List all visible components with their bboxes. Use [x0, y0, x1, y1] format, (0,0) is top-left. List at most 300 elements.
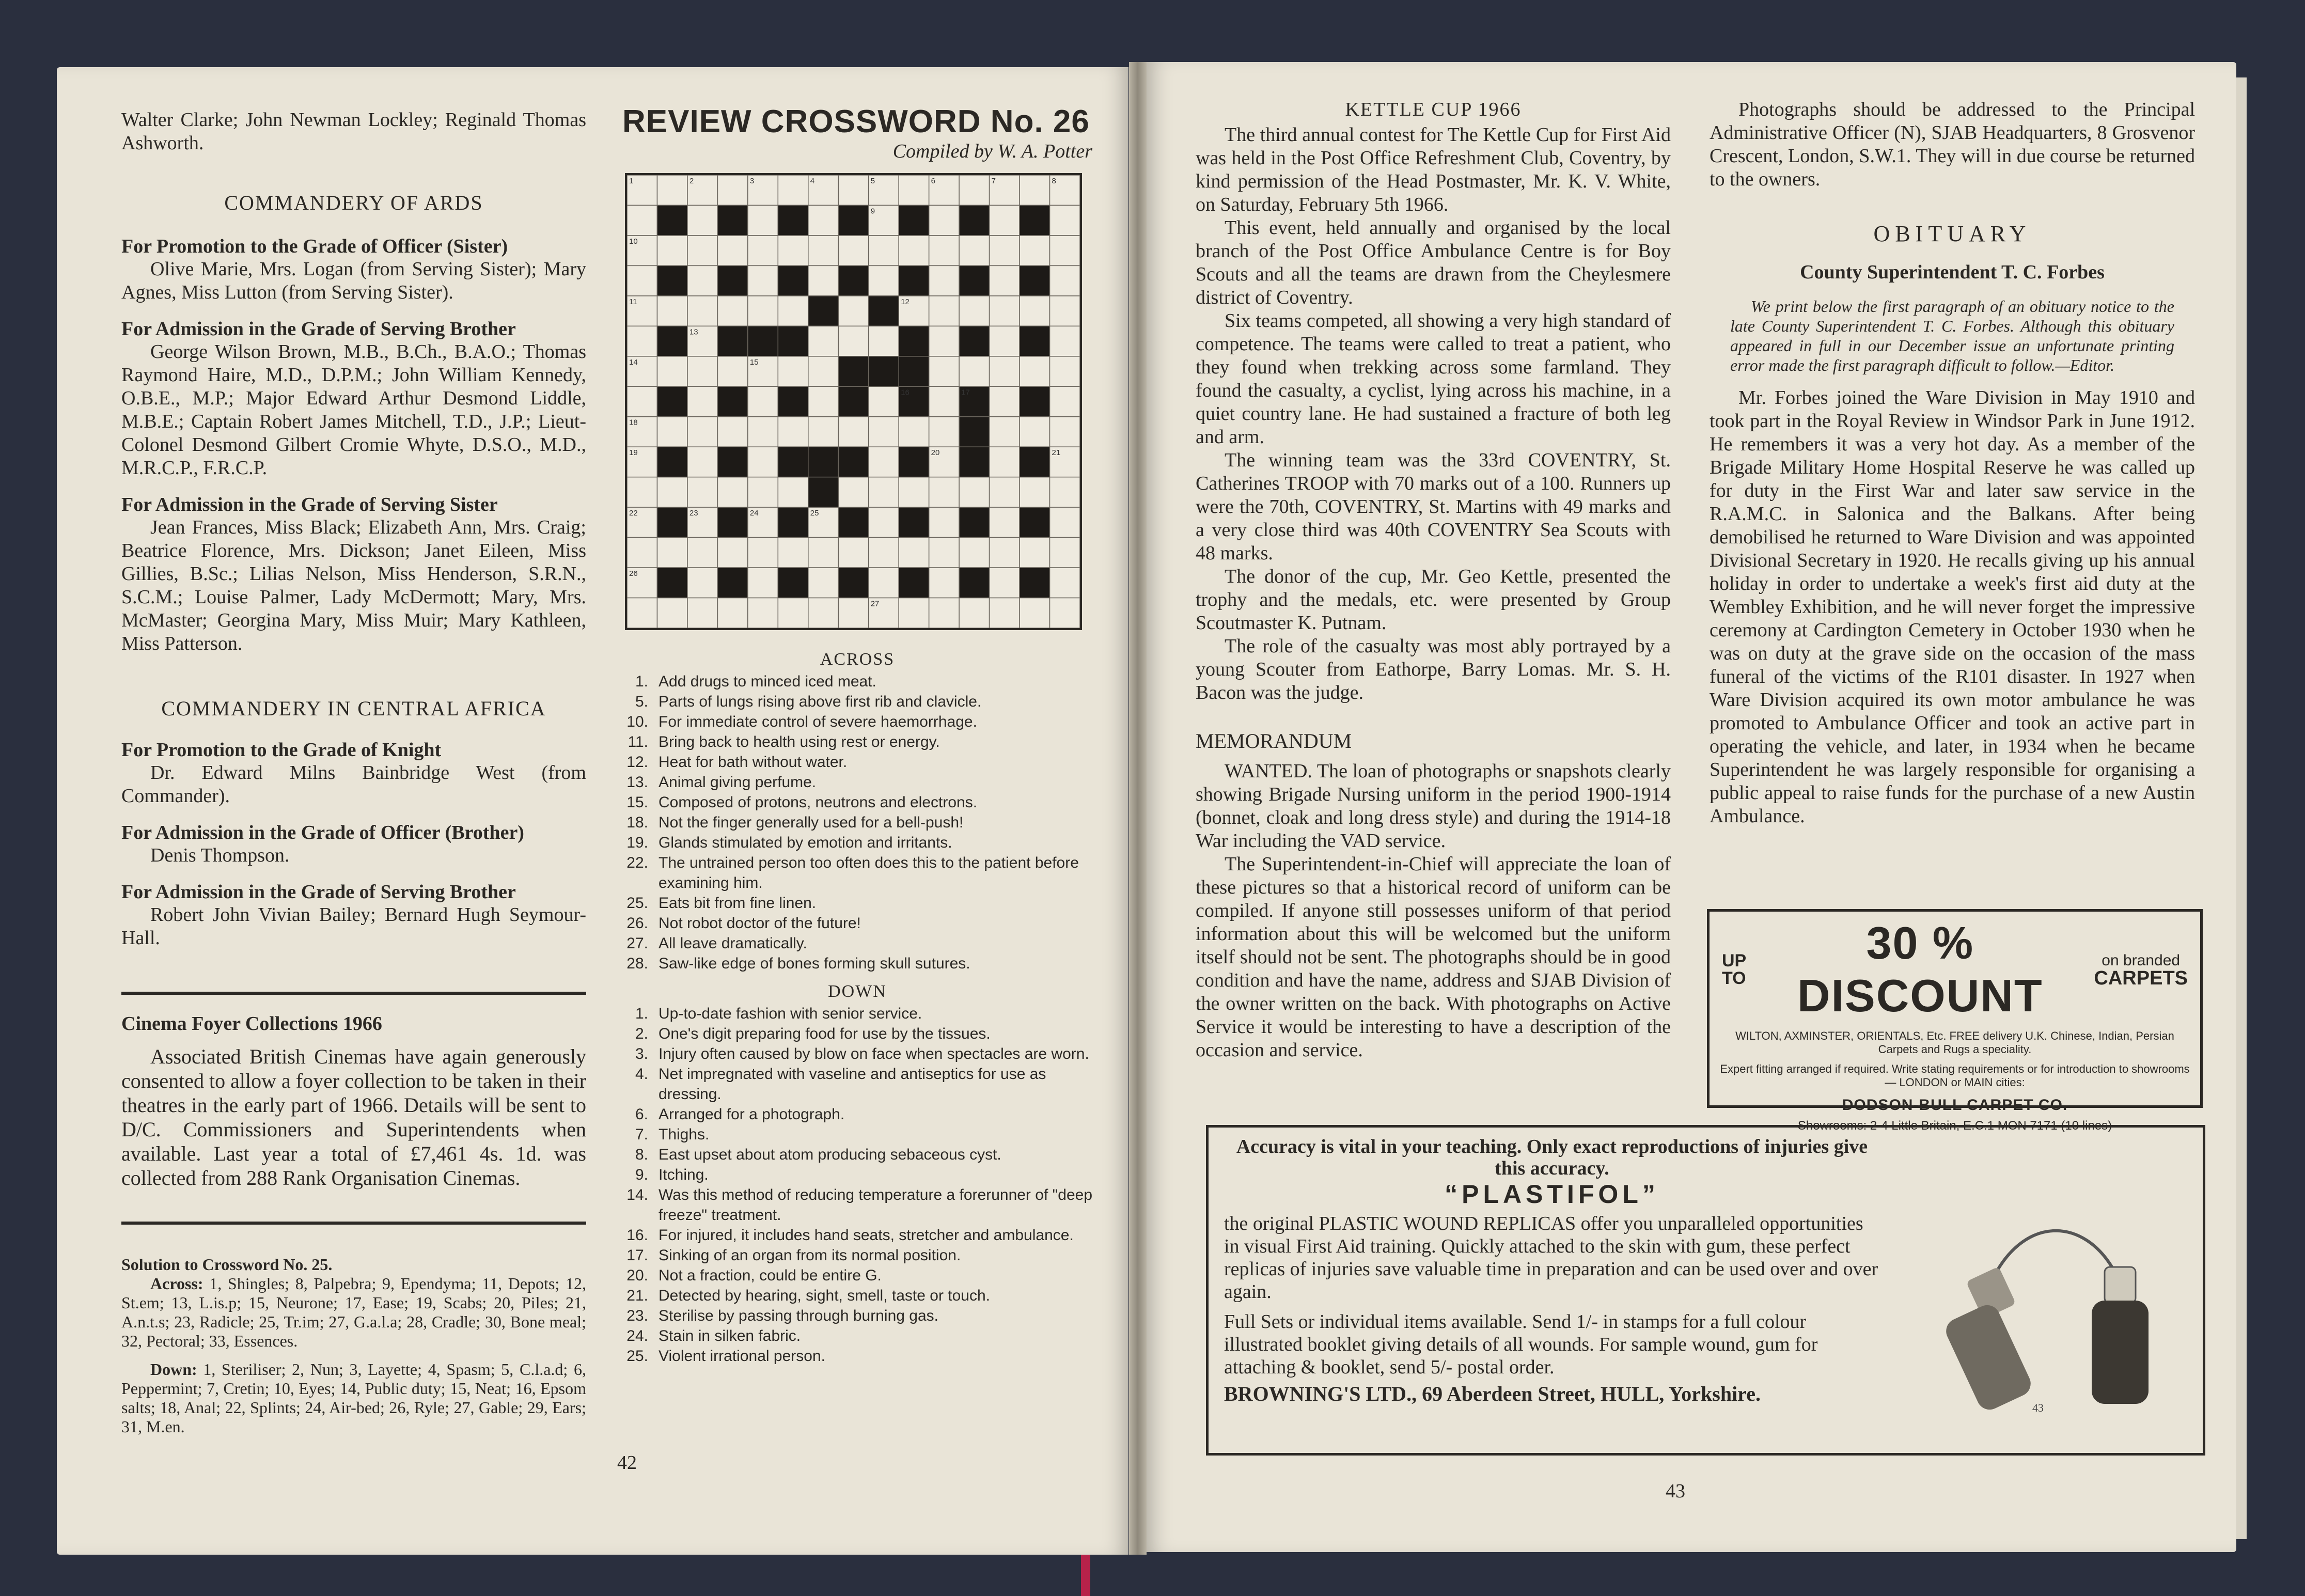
across-clue: [622, 853, 1092, 893]
grid-block: [899, 356, 929, 386]
grid-cell: [1050, 265, 1080, 295]
grid-number: 16: [901, 388, 910, 397]
across-clue: [622, 792, 1092, 812]
crossword-title: REVIEW CROSSWORD No. 26: [622, 104, 1090, 139]
grid-block: [657, 507, 687, 537]
crossword-solution: [121, 1255, 586, 1436]
clue-text: Animal giving perfume.: [658, 774, 817, 791]
grid-cell: [748, 538, 778, 568]
grid-cell: [717, 296, 747, 326]
book-spine: [1129, 62, 1147, 1555]
grid-cell: [869, 265, 899, 295]
grid-cell: [627, 265, 657, 295]
grid-block: [808, 477, 838, 507]
grid-cell: [657, 175, 687, 205]
image-caption: 43: [2032, 1401, 2044, 1414]
grid-cell: [838, 477, 868, 507]
grid-block: [899, 447, 929, 477]
grid-block: [808, 447, 838, 477]
grid-number: 12: [901, 297, 910, 306]
plastifol-ad: [1206, 1125, 2205, 1456]
grid-cell: [808, 538, 838, 568]
clue-text: Thighs.: [658, 1126, 710, 1143]
grid-cell: [627, 477, 657, 507]
grid-block: [717, 265, 747, 295]
grid-number: 21: [1052, 448, 1061, 458]
grid-cell: [717, 598, 747, 628]
grid-block: [1020, 386, 1049, 416]
clue-number: 11.: [628, 733, 648, 750]
grid-cell: [657, 477, 687, 507]
grid-cell: [929, 296, 959, 326]
ards-heading: COMMANDERY OF ARDS: [224, 191, 483, 214]
solution-across: 1, Shingles; 8, Palpebra; 9, Ependyma; 11, Depots; 12, St.em; 13, L.is.p; 15, Neurone; 17, Ease; 19, Scabs; 20, Piles; 21, A.n.t.s; 23, Radicle; 25, Tr.im; 27, G.a.l.a; 28, Cradle; 30, Bone meal; 32, Pectoral; 33, Essences.: [121, 1274, 587, 1350]
grid-number: 5: [870, 177, 875, 185]
section-title: For Promotion to the Grade of Knight: [121, 739, 442, 761]
grid-number: 25: [810, 509, 819, 518]
clue-number: 1.: [635, 1005, 648, 1022]
grid-block: [838, 205, 868, 235]
discount-showrooms: Showrooms: 2-4 Little Britain, E.C.1 MON 7171 (10 lines): [1797, 1119, 2112, 1133]
africa-section-3: [121, 881, 586, 950]
grid-block: [959, 205, 989, 235]
grid-cell: [748, 447, 778, 477]
clue-text: For injured, it includes hand seats, stretcher and ambulance.: [658, 1227, 1074, 1244]
section-body: Dr. Edward Milns Bainbridge West (from Commander).: [121, 762, 586, 807]
grid-cell: [717, 236, 747, 265]
grid-block: [778, 386, 808, 416]
clue-number: 4.: [635, 1066, 648, 1083]
across-clue: [622, 833, 1092, 853]
across-clue: [622, 692, 1092, 712]
kettle-para: The donor of the cup, Mr. Geo Kettle, presented the trophy and the medals, etc. were presented by Group Scoutmaster K. Putnam.: [1196, 566, 1671, 634]
grid-cell: [869, 326, 899, 356]
discount-company: DODSON-BULL CARPET CO.: [1842, 1097, 2068, 1114]
grid-cell: [808, 265, 838, 295]
grid-block: [1020, 326, 1049, 356]
clue-number: 9.: [635, 1166, 648, 1183]
grid-block: [899, 205, 929, 235]
clue-number: 7.: [635, 1126, 648, 1143]
kettle-para: The role of the casualty was most ably portrayed by a young Scouter from Eathorpe, Barry Lomas. Mr. S. H. Bacon was the judge.: [1196, 635, 1671, 703]
grid-block: [717, 326, 747, 356]
grid-number: 3: [749, 177, 755, 185]
grid-cell: [990, 598, 1020, 628]
grid-cell: [748, 296, 778, 326]
grid-block: [899, 568, 929, 598]
grid-cell: [657, 598, 687, 628]
down-heading: DOWN: [828, 982, 887, 1001]
grid-cell: [808, 386, 838, 416]
clue-number: 14.: [626, 1186, 648, 1203]
cinema-collections: [121, 1012, 586, 1190]
clue-number: 23.: [626, 1307, 648, 1324]
clue-text: Composed of protons, neutrons and electrons.: [658, 794, 978, 811]
grid-cell: [778, 236, 808, 265]
grid-number: 9: [870, 207, 875, 216]
grid-block: [959, 447, 989, 477]
clue-text: All leave dramatically.: [658, 935, 807, 952]
grid-number: 26: [629, 569, 638, 578]
down-clue: [622, 1306, 1092, 1326]
across-clue: [622, 671, 1092, 692]
grid-block: [657, 386, 687, 416]
grid-number: 22: [629, 509, 638, 518]
grid-cell: [959, 175, 989, 205]
cinema-body: Associated British Cinemas have again generously consented to allow a foyer collection to be taken in their theatres in the early part of 1966. Details will be sent to D/C. Commissioners and Superintendents when available. Last year a total of £7,461 4s. 1d. was collected from 288 Rank Organisation Cinemas.: [121, 1045, 586, 1190]
down-clue: [622, 1024, 1092, 1044]
grid-cell: [778, 296, 808, 326]
grid-number: 4: [810, 177, 815, 185]
grid-block: [657, 447, 687, 477]
clue-text: One's digit preparing food for use by the tissues.: [658, 1025, 991, 1042]
grid-cell: [748, 205, 778, 235]
clue-number: 8.: [635, 1146, 648, 1163]
grid-cell: [808, 417, 838, 447]
crossword-grid: [625, 173, 1082, 630]
section-body: Robert John Vivian Bailey; Bernard Hugh Seymour-Hall.: [121, 904, 586, 949]
kettle-para: Six teams competed, all showing a very high standard of competence. The teams were called to treat a patient, who they found when trekking across some farmland. They found the casualty, a cyclist, lying across his machine, in a quiet country lane. He had sustained a fracture of both leg and arm.: [1196, 310, 1671, 448]
page-number: 43: [1666, 1480, 1685, 1502]
grid-block: [838, 356, 868, 386]
clue-text: Up-to-date fashion with senior service.: [658, 1005, 922, 1022]
grid-cell: [869, 477, 899, 507]
grid-cell: [838, 175, 868, 205]
grid-cell: [929, 598, 959, 628]
grid-block: [838, 507, 868, 537]
grid-number: 11: [629, 297, 637, 306]
grid-cell: [748, 386, 778, 416]
clue-number: 26.: [626, 915, 648, 932]
across-clue: [622, 953, 1092, 974]
kettle-para: The third annual contest for The Kettle Cup for First Aid was held in the Post Office Refreshment Club, Coventry, by kind permission of the Head Postmaster, Mr. K. V. White, on Saturday, February 5th 1966.: [1196, 124, 1671, 215]
grid-cell: [717, 477, 747, 507]
grid-cell: [627, 386, 657, 416]
memo-para: The Superintendent-in-Chief will appreciate the loan of these pictures so that a historical record of uniform can be compiled. If anyone still possesses uniform of that period information about this will be welcomed but the uniform itself should not be sent. The photographs should be in good condition and have the name, address and SJAB Division of the owner written on the back. With photographs on Active Service it would be interesting to have a description of the occasion and service.: [1196, 853, 1671, 1061]
section-title: For Admission in the Grade of Serving Sister: [121, 494, 498, 515]
clue-number: 1.: [635, 673, 648, 690]
grid-block: [838, 568, 868, 598]
grid-cell: [838, 236, 868, 265]
grid-block: [899, 326, 929, 356]
clue-number: 27.: [626, 935, 648, 952]
ards-section-3: [121, 493, 586, 655]
grid-block: [959, 568, 989, 598]
grid-cell: [1050, 598, 1080, 628]
clue-text: Detected by hearing, sight, smell, taste or touch.: [658, 1287, 990, 1304]
grid-block: [869, 296, 899, 326]
grid-number: 6: [931, 177, 936, 185]
grid-cell: [808, 598, 838, 628]
clue-number: 21.: [626, 1287, 648, 1304]
grid-cell: [748, 265, 778, 295]
down-clue: [622, 1165, 1092, 1185]
grid-cell: [899, 598, 929, 628]
clue-number: 25.: [626, 1348, 648, 1365]
grid-cell: [899, 236, 929, 265]
kettle-para: The winning team was the 33rd COVENTRY, St. Catherines TROOP with 70 marks out of a 100. Runners up were the 70th, COVENTRY, St. Martins with 49 marks and a very close third was 40th COVENTRY Sea Scouts with 48 marks.: [1196, 449, 1671, 564]
grid-block: [959, 326, 989, 356]
clue-text: Arranged for a photograph.: [658, 1106, 845, 1123]
grid-cell: [838, 326, 868, 356]
grid-cell: [990, 447, 1020, 477]
kettle-title: KETTLE CUP 1966: [1345, 99, 1522, 120]
grid-number: 14: [629, 357, 638, 367]
grid-cell: [657, 417, 687, 447]
grid-cell: [869, 507, 899, 537]
grid-block: [657, 265, 687, 295]
section-body: Denis Thompson.: [150, 844, 290, 866]
page-number: 42: [617, 1452, 637, 1474]
grid-number: 2: [689, 177, 694, 185]
across-clue: [622, 752, 1092, 772]
clue-number: 16.: [626, 1227, 648, 1244]
grid-cell: [869, 538, 899, 568]
grid-cell: [838, 538, 868, 568]
top-names: Walter Clarke; John Newman Lockley; Reginald Thomas Ashworth.: [121, 109, 586, 154]
africa-section-1: [121, 739, 586, 808]
grid-cell: [929, 356, 959, 386]
grid-cell: [929, 477, 959, 507]
carpet-discount-ad: [1707, 909, 2203, 1133]
grid-cell: [869, 447, 899, 477]
plastifol-brand: “PLASTIFOL”: [1445, 1180, 1659, 1209]
grid-number: 27: [870, 599, 880, 608]
grid-cell: [657, 296, 687, 326]
grid-block: [778, 326, 808, 356]
down-clue: [622, 1004, 1092, 1024]
clue-text: Parts of lungs rising above first rib and clavicle.: [658, 693, 982, 710]
grid-cell: [929, 538, 959, 568]
divider-rule: [121, 992, 586, 995]
across-clue: [622, 712, 1092, 732]
grid-cell: [929, 417, 959, 447]
grid-cell: [990, 326, 1020, 356]
grid-cell: [687, 598, 717, 628]
grid-cell: [1050, 507, 1080, 537]
grid-cell: [1050, 205, 1080, 235]
grid-cell: [990, 538, 1020, 568]
grid-cell: [929, 326, 959, 356]
grid-cell: [929, 386, 959, 416]
grid-number: 10: [629, 237, 638, 246]
clue-number: 5.: [635, 693, 648, 710]
grid-cell: [959, 477, 989, 507]
africa-section-2: [121, 821, 586, 867]
grid-cell: [959, 296, 989, 326]
grid-cell: [808, 236, 838, 265]
grid-block: [778, 205, 808, 235]
grid-cell: [1050, 386, 1080, 416]
plastifol-footer: BROWNING'S LTD., 69 Aberdeen Street, HULL, Yorkshire.: [1224, 1382, 1761, 1405]
grid-block: [778, 507, 808, 537]
grid-block: [778, 447, 808, 477]
grid-cell: [808, 356, 838, 386]
clue-text: Net impregnated with vaseline and antiseptics for use as dressing.: [658, 1066, 1046, 1103]
grid-block: [899, 507, 929, 537]
grid-number: 19: [629, 448, 638, 458]
grid-cell: [990, 205, 1020, 235]
grid-block: [1020, 507, 1049, 537]
grid-cell: [1050, 417, 1080, 447]
grid-cell: [687, 447, 717, 477]
grid-cell: [657, 356, 687, 386]
section-title: For Admission in the Grade of Serving Brother: [121, 881, 516, 903]
kettle-para: This event, held annually and organised by the local branch of the Post Office Ambulance Centre is for Boy Scouts and all the teams are drawn from the Cheylesmere district of Coventry.: [1196, 217, 1671, 308]
grid-cell: [717, 538, 747, 568]
clue-text: Sinking of an organ from its normal position.: [658, 1247, 961, 1264]
divider-rule: [121, 1222, 586, 1225]
grid-block: [838, 447, 868, 477]
grid-cell: [1020, 296, 1049, 326]
solution-down-label: Down:: [150, 1360, 197, 1379]
grid-cell: [1020, 598, 1049, 628]
clue-text: Eats bit from fine linen.: [658, 895, 817, 912]
grid-cell: [929, 236, 959, 265]
across-clue: [622, 893, 1092, 913]
clue-number: 24.: [626, 1327, 648, 1344]
grid-block: [748, 326, 778, 356]
clue-text: East upset about atom producing sebaceous cyst.: [658, 1146, 1001, 1163]
grid-block: [717, 447, 747, 477]
down-clue: [622, 1346, 1092, 1366]
grid-cell: [1050, 236, 1080, 265]
grid-cell: [687, 538, 717, 568]
grid-cell: [990, 265, 1020, 295]
right-page: [1147, 62, 2236, 1552]
grid-block: [899, 265, 929, 295]
grid-cell: [627, 598, 657, 628]
section-title: For Admission in the Grade of Serving Brother: [121, 318, 516, 340]
plastifol-headline: Accuracy is vital in your teaching. Only exact reproductions of injuries give this accuracy.: [1236, 1136, 1868, 1179]
grid-cell: [778, 598, 808, 628]
grid-cell: [1050, 538, 1080, 568]
grid-block: [838, 265, 868, 295]
grid-cell: [929, 265, 959, 295]
memo-para: WANTED. The loan of photographs or snapshots clearly showing Brigade Nursing uniform in the period 1900-1914 (bonnet, cloak and long dress style) and during the 1914-18 War including the VAD service.: [1196, 760, 1671, 852]
grid-cell: [778, 175, 808, 205]
grid-cell: [869, 386, 899, 416]
grid-cell: [899, 477, 929, 507]
grid-cell: [990, 477, 1020, 507]
grid-cell: [687, 417, 717, 447]
crossword-clues: [622, 646, 1092, 1366]
clue-number: 28.: [626, 955, 648, 972]
grid-cell: [929, 507, 959, 537]
clue-text: Itching.: [658, 1166, 709, 1183]
clue-text: The untrained person too often does this to the patient before examining him.: [658, 854, 1079, 891]
across-clue: [622, 812, 1092, 833]
memo-title: MEMORANDUM: [1196, 729, 1352, 753]
clue-number: 19.: [626, 834, 648, 851]
grid-cell: [717, 417, 747, 447]
plastifol-para-2: Full Sets or individual items available. Send 1/- in stamps for a full colour illustrated booklet giving details of all wounds. For sample wound, gum for attaching & booklet, send 5/- postal order.: [1224, 1311, 1818, 1378]
clue-number: 20.: [626, 1267, 648, 1284]
grid-block: [1020, 205, 1049, 235]
down-clue: [622, 1286, 1092, 1306]
grid-cell: [899, 175, 929, 205]
solution-across-label: Across:: [150, 1274, 203, 1293]
grid-cell: [1020, 477, 1049, 507]
grid-cell: [627, 538, 657, 568]
grid-block: [717, 205, 747, 235]
grid-cell: [990, 386, 1020, 416]
section-body: Jean Frances, Miss Black; Elizabeth Ann, Mrs. Craig; Beatrice Florence, Mrs. Dickson; Janet Eileen, Miss Gillies, B.Sc.; Lilias Nelson, Miss Henderson, S.R.N., S.C.M.; Louise Palmer, Lady McDermott; Mary, Mrs. McMaster; Georgina Mary, Miss Muir; Mary Kathleen, Miss Patterson.: [121, 517, 586, 654]
grid-cell: [687, 568, 717, 598]
section-title: For Promotion to the Grade of Officer (Sister): [121, 236, 508, 257]
clue-text: For immediate control of severe haemorrhage.: [658, 713, 977, 730]
grid-block: [959, 417, 989, 447]
down-clue: [622, 1326, 1092, 1346]
grid-cell: [959, 538, 989, 568]
clue-number: 2.: [635, 1025, 648, 1042]
left-page: [57, 67, 1128, 1555]
clue-number: 22.: [626, 854, 648, 871]
grid-cell: [657, 538, 687, 568]
grid-block: [838, 386, 868, 416]
grid-cell: [657, 236, 687, 265]
grid-block: [657, 326, 687, 356]
plastifol-para-1: the original PLASTIC WOUND REPLICAS offer you unparalleled opportunities in visual First Aid training. Quickly attached to the skin with gum, these perfect replicas of injuries save valuable time in preparation and can be used over and over again.: [1224, 1213, 1878, 1303]
clue-text: Not robot doctor of the future!: [658, 915, 861, 932]
grid-number: 7: [991, 177, 996, 185]
grid-block: [778, 265, 808, 295]
clue-number: 17.: [626, 1247, 648, 1264]
grid-cell: [748, 417, 778, 447]
clue-number: 6.: [635, 1106, 648, 1123]
across-clue: [622, 732, 1092, 752]
down-clue: [622, 1104, 1092, 1124]
grid-cell: [929, 205, 959, 235]
grid-block: [1020, 568, 1049, 598]
grid-cell: [929, 568, 959, 598]
obituary-body: Mr. Forbes joined the Ware Division in May 1910 and took part in the Royal Review in Windsor Park in June 1912. He remembers it was a very hot day. As a member of the Brigade Military Home Hospital Reserve he was called up for duty in the First War and later saw service in the R.A.M.C. in Salonica and the Balkans. After being demobilised he returned to Ware Division and was appointed Divisional Secretary in 1920. He recalls giving up his annual holiday in order to undertake a week's first aid duty at the Wembley Exhibition, and he will never forget the impressive ceremony at Cardington Cemetery in October 1930 when he was on duty at the grave side on the occasion of the mass funeral of the victims of the R101 disaster. In 1927 when Ware Division acquired its own motor ambulance he was promoted to Ambulance Officer and took an active part in operating the vehicle, and later, in 1934 when he became Superintendent he was largely responsible for organising a public appeal to raise funds for the purchase of a new Austin Ambulance.: [1710, 387, 2195, 827]
grid-cell: [869, 417, 899, 447]
clue-text: Not a fraction, could be entire G.: [658, 1267, 882, 1284]
ards-section-1: [121, 235, 586, 304]
clue-number: 13.: [626, 774, 648, 791]
clue-text: Violent irrational person.: [658, 1348, 825, 1365]
discount-headline: 30 % DISCOUNT: [1797, 917, 2043, 1021]
discount-line-1: WILTON, AXMINSTER, ORIENTALS, Etc. FREE delivery U.K. Chinese, Indian, Persian Carpets and Rugs a speciality.: [1735, 1029, 2174, 1056]
grid-cell: [1050, 356, 1080, 386]
grid-cell: [959, 356, 989, 386]
grid-cell: [1020, 175, 1049, 205]
grid-number: 23: [689, 509, 698, 518]
grid-block: [657, 568, 687, 598]
grid-cell: [869, 568, 899, 598]
grid-cell: [808, 326, 838, 356]
grid-cell: [1020, 417, 1049, 447]
grid-cell: [748, 598, 778, 628]
grid-number: 8: [1052, 177, 1056, 185]
grid-block: [717, 507, 747, 537]
grid-cell: [687, 356, 717, 386]
down-clue: [622, 1225, 1092, 1245]
obituary-subheading: County Superintendent T. C. Forbes: [1800, 261, 2105, 283]
crossword-column: [622, 103, 1092, 163]
right-column: [1710, 98, 2195, 828]
section-title: For Admission in the Grade of Officer (Brother): [121, 822, 524, 843]
grid-block: [717, 386, 747, 416]
wound-replica-image: [1914, 1195, 2182, 1443]
across-clue: [622, 772, 1092, 792]
clue-number: 10.: [626, 713, 648, 730]
grid-cell: [869, 236, 899, 265]
grid-cell: [1020, 236, 1049, 265]
down-clue: [622, 1044, 1092, 1064]
grid-cell: [687, 477, 717, 507]
